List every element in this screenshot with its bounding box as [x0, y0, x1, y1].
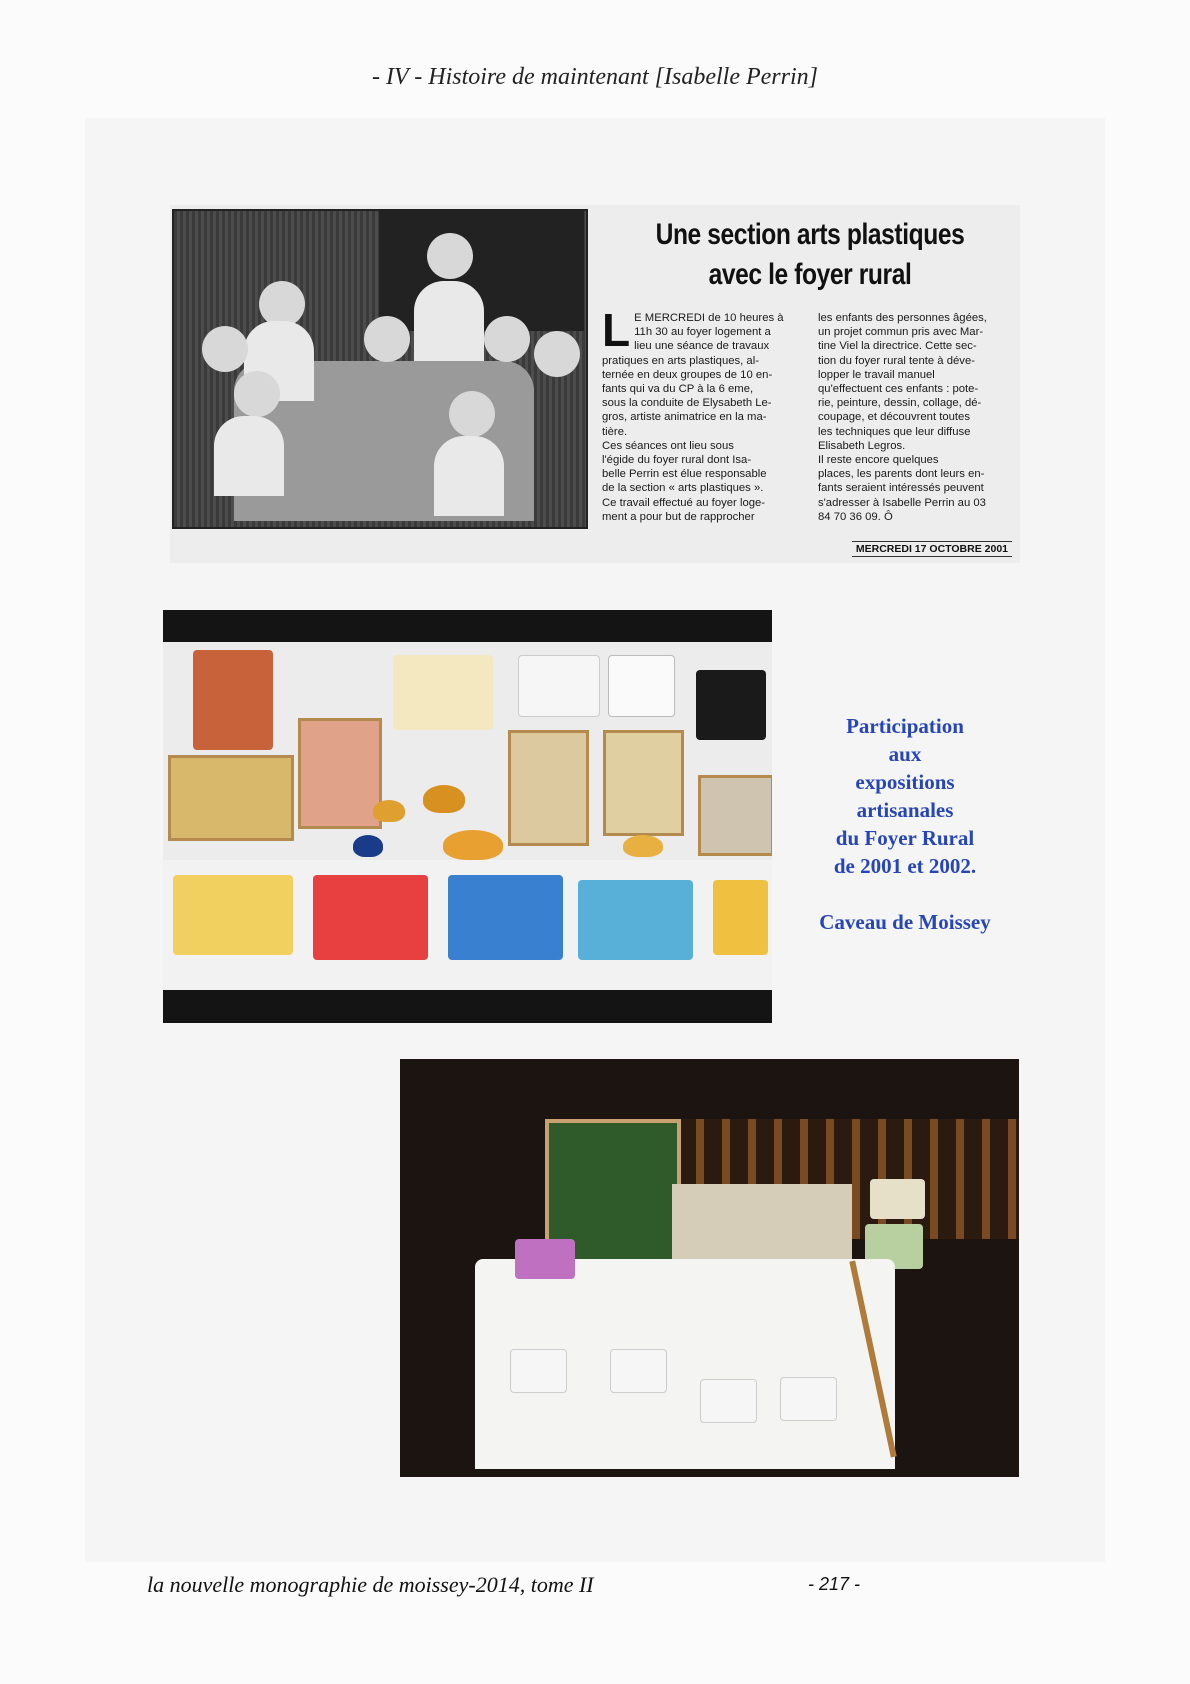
clipping-date: MERCREDI 17 OCTOBRE 2001 [852, 541, 1012, 557]
caption-line-6: de 2001 et 2002. [833, 854, 977, 878]
caption-line-2: aux [888, 742, 922, 766]
exhibition-caption [790, 712, 1020, 936]
caption-line-3: expositions [855, 770, 955, 794]
footer-page-number: - 217 - [808, 1574, 861, 1594]
clipping-column-1 [602, 304, 802, 524]
footer-book-title: la nouvelle monographie de moissey-2014, tome II [147, 1572, 594, 1597]
exhibition-photo-2001 [163, 610, 772, 1023]
caption-line-7: Caveau de Moissey [819, 910, 991, 934]
clipping-headline-line2: avec le foyer rural [708, 258, 912, 291]
exhibition-photo-2002 [400, 1059, 1019, 1477]
caption-line-4: artisanales [856, 798, 954, 822]
clipping-column-2-text: les enfants des personnes âgées, un projet commun pris avec Mar- tine Viel la directrice. Cette sec- tion du foyer rural tente à déve- lopper le travail manuel qu'effectuent ces enfants : pote- rie, peinture, dessin, collage, dé- coupage, et découvrent toutes les techniques que leur diffuse Elisabeth Legros. Il reste encore quelques places, les parents dont leurs en- fants seraient intéressés peuvent s'adresser à Isabelle Perrin au 03 84 70 36 09. Ô [818, 312, 987, 523]
clipping-photo-children-table [172, 209, 588, 529]
newspaper-clipping [170, 205, 1020, 563]
clipping-headline [646, 215, 974, 295]
clipping-headline-line1: Une section arts plastiques [655, 218, 965, 251]
clipping-column-2 [818, 311, 1018, 524]
caption-line-1: Participation [846, 714, 964, 738]
page-header: - IV - Histoire de maintenant [Isabelle Perrin] [372, 64, 818, 90]
caption-line-5: du Foyer Rural [835, 826, 975, 850]
clipping-dropcap: L [602, 304, 631, 356]
clipping-column-1-text: E MERCREDI de 10 heures à 11h 30 au foyer logement a lieu une séance de travaux pratiques en arts plastiques, al- ternée en deux groupes de 10 en- fants qui va du CP à la 6 eme, sous la conduite de Elysabeth Le- gros, artiste animatrice en la ma- tière. Ces séances ont lieu sous l'égide du foyer rural dont Isa- belle Perrin est élue responsable de la section « arts plastiques ». Ce travail effectué au foyer loge- ment a pour but de rapprocher [602, 312, 784, 523]
